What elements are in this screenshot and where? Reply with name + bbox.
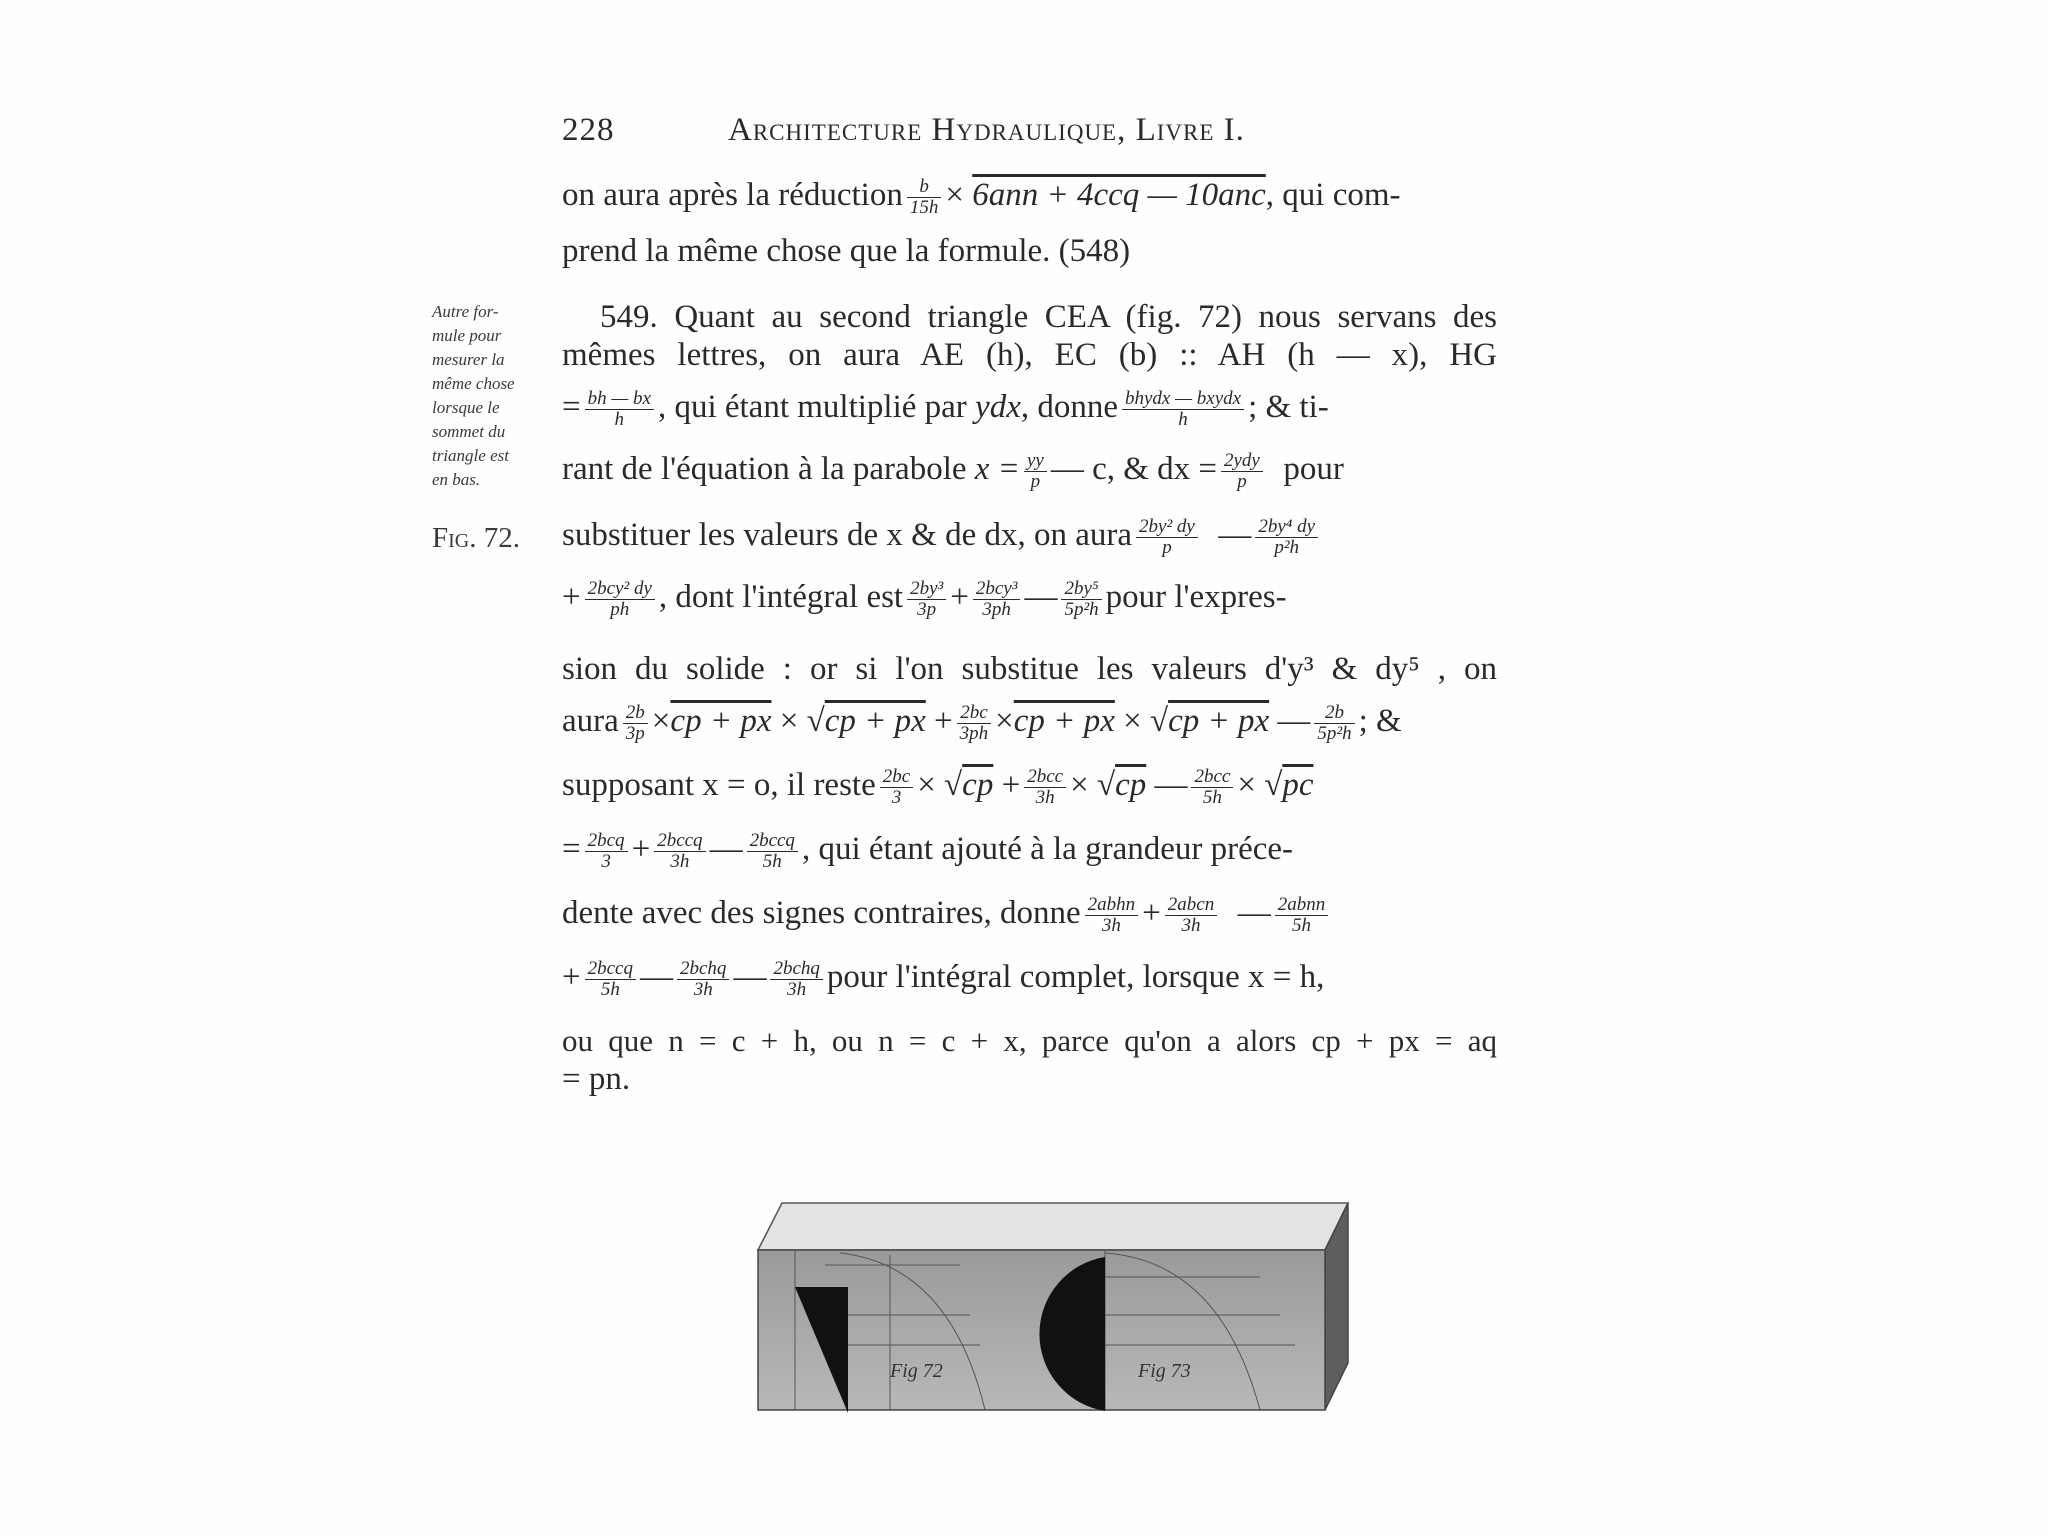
denominator: 3h bbox=[693, 978, 713, 1000]
numerator: 2b bbox=[1314, 703, 1354, 724]
fraction bbox=[1191, 767, 1233, 808]
text-line bbox=[562, 954, 1324, 1000]
text-span: = bbox=[562, 389, 581, 425]
text-span: , donne bbox=[1020, 389, 1118, 425]
numerator: 2bccq bbox=[747, 831, 798, 852]
text-span: pour l'intégral complet, lorsque x = h, bbox=[826, 959, 1325, 995]
fraction bbox=[973, 579, 1021, 620]
fraction bbox=[1061, 579, 1101, 620]
text-span: + bbox=[562, 579, 581, 615]
text-span: — bbox=[733, 959, 767, 995]
fraction bbox=[623, 703, 648, 744]
vinculum-expression: pc bbox=[1282, 767, 1314, 803]
vinculum-expression: cp + px bbox=[1013, 703, 1115, 739]
text-span: = bbox=[562, 831, 581, 867]
vinculum-expression: 6ann + 4ccq — 10anc bbox=[972, 177, 1266, 213]
fraction bbox=[770, 959, 822, 1000]
vinculum-expression: cp bbox=[962, 767, 994, 803]
text-span: × √ bbox=[779, 703, 825, 739]
text-line bbox=[562, 384, 1329, 430]
margin-note-line: mesurer la bbox=[432, 350, 505, 369]
text-span: — bbox=[1237, 895, 1271, 931]
block-top-face bbox=[758, 1203, 1348, 1250]
math-var: x = bbox=[974, 451, 1020, 487]
denominator: 5h bbox=[1291, 914, 1311, 936]
text-span: × bbox=[651, 703, 671, 739]
margin-note-line: Autre for- bbox=[432, 302, 499, 321]
fraction bbox=[1255, 517, 1318, 558]
denominator: 3h bbox=[1035, 786, 1055, 808]
text-span: × √ bbox=[917, 767, 963, 803]
denominator: 3ph bbox=[982, 598, 1011, 620]
text-span: — bbox=[640, 959, 673, 995]
numerator: 2bchq bbox=[770, 959, 822, 980]
text-span: rant de l'équation à la parabole bbox=[562, 451, 967, 487]
margin-note-line: mule pour bbox=[432, 326, 502, 345]
numerator: 2bchq bbox=[677, 959, 729, 980]
text-span: on aura après la réduction bbox=[562, 177, 903, 213]
denominator: p²h bbox=[1274, 536, 1300, 558]
figure-label-73: Fig 73 bbox=[1138, 1360, 1191, 1382]
fraction bbox=[907, 177, 942, 218]
margin-note-line: même chose bbox=[432, 374, 515, 393]
text-span: + bbox=[562, 959, 581, 995]
text-line: sion du solide : or si l'on substitue les valeurs d'y³ & dy⁵ , on bbox=[562, 651, 1497, 687]
denominator: 3p bbox=[917, 598, 937, 620]
text-span: pour bbox=[1283, 451, 1344, 487]
text-span: aura bbox=[562, 703, 619, 739]
denominator: h bbox=[614, 408, 625, 430]
fraction bbox=[1275, 895, 1329, 936]
vinculum-expression: cp + px bbox=[824, 703, 926, 739]
vinculum-expression: cp bbox=[1115, 767, 1147, 803]
margin-note-line: triangle est bbox=[432, 446, 509, 465]
denominator: 3 bbox=[891, 786, 902, 808]
text-span: × √ bbox=[1123, 703, 1169, 739]
fraction bbox=[957, 703, 992, 744]
text-line: prend la même chose que la formule. (548) bbox=[562, 233, 1131, 269]
denominator: 5h bbox=[600, 978, 620, 1000]
text-span: + bbox=[1001, 767, 1021, 803]
fraction bbox=[880, 767, 913, 808]
running-title: Architecture Hydraulique, Livre I. bbox=[728, 112, 1245, 148]
numerator: 2bccq bbox=[585, 959, 636, 980]
numerator: 2bcq bbox=[585, 831, 628, 852]
margin-note-line: en bas. bbox=[432, 470, 481, 489]
denominator: 3p bbox=[625, 722, 645, 744]
denominator: 5p²h bbox=[1064, 598, 1099, 620]
denominator: 5p²h bbox=[1317, 722, 1352, 744]
numerator: bhydx — bxydx bbox=[1122, 389, 1244, 410]
fraction bbox=[747, 831, 798, 872]
text-span: — c, & dx = bbox=[1050, 451, 1217, 487]
fraction bbox=[1136, 517, 1198, 558]
text-span: + bbox=[1142, 895, 1161, 931]
figure-reference: Fig. 72. bbox=[432, 522, 520, 554]
numerator: bh — bx bbox=[585, 389, 654, 410]
numerator: 2bc bbox=[957, 703, 992, 724]
text-span: , qui étant ajouté à la grandeur préce- bbox=[801, 831, 1294, 867]
numerator: 2bcy² dy bbox=[585, 579, 655, 600]
denominator: 5h bbox=[1202, 786, 1222, 808]
numerator: yy bbox=[1024, 451, 1047, 472]
numerator: 2by² dy bbox=[1136, 517, 1198, 538]
text-span: substituer les valeurs de x & de dx, on aura bbox=[562, 517, 1133, 553]
fraction bbox=[585, 579, 655, 620]
numerator: 2ydy bbox=[1221, 451, 1263, 472]
text-span: + bbox=[950, 579, 969, 615]
text-span: , dont l'intégral est bbox=[658, 579, 904, 615]
denominator: p bbox=[1162, 536, 1172, 558]
denominator: h bbox=[1178, 408, 1188, 430]
text-span: — bbox=[709, 831, 743, 867]
text-line bbox=[562, 698, 1402, 744]
figure-label-72: Fig 72 bbox=[890, 1360, 943, 1382]
fraction bbox=[1165, 895, 1217, 936]
text-span: pour l'expres- bbox=[1105, 579, 1287, 615]
fraction bbox=[1085, 895, 1139, 936]
text-span: + bbox=[934, 703, 953, 739]
numerator: 2bc bbox=[880, 767, 913, 788]
text-span: × √ bbox=[1070, 767, 1116, 803]
page-number: 228 bbox=[562, 112, 615, 148]
text-span: + bbox=[631, 831, 651, 867]
fraction bbox=[1314, 703, 1354, 744]
numerator: 2by⁴ dy bbox=[1255, 517, 1318, 538]
fraction bbox=[1122, 389, 1244, 430]
figure-illustration bbox=[740, 1195, 1350, 1417]
text-line: ou que n = c + h, ou n = c + x, parce qu'on a alors cp + px = aq bbox=[562, 1023, 1497, 1058]
fraction bbox=[1221, 451, 1263, 492]
engraved-figure bbox=[740, 1195, 1350, 1417]
text-span: , qui étant multiplié par bbox=[657, 389, 967, 425]
text-span: supposant x = o, il reste bbox=[562, 767, 876, 803]
fraction bbox=[1024, 451, 1047, 492]
text-line bbox=[562, 172, 1401, 218]
denominator: 3 bbox=[601, 850, 611, 872]
text-line bbox=[562, 446, 1344, 492]
text-span: ; & ti- bbox=[1248, 389, 1329, 425]
denominator: 3ph bbox=[959, 722, 989, 744]
math-var: ydx bbox=[975, 389, 1021, 425]
denominator: p bbox=[1030, 470, 1041, 492]
fraction bbox=[1024, 767, 1066, 808]
text-span: ; & bbox=[1358, 703, 1402, 739]
text-line: = pn. bbox=[562, 1061, 631, 1097]
text-line bbox=[562, 890, 1332, 936]
numerator: b bbox=[907, 177, 942, 198]
fraction bbox=[677, 959, 729, 1000]
text-span: × bbox=[995, 703, 1014, 739]
text-line bbox=[562, 826, 1293, 872]
text-span: dente avec des signes contraires, donne bbox=[562, 895, 1081, 931]
numerator: 2bcc bbox=[1191, 767, 1233, 788]
denominator: 3h bbox=[670, 850, 690, 872]
text-line bbox=[562, 512, 1322, 558]
margin-note-line: lorsque le bbox=[432, 398, 500, 417]
text-span: — bbox=[1024, 579, 1058, 615]
numerator: 2by³ bbox=[907, 579, 946, 600]
numerator: 2abcn bbox=[1165, 895, 1217, 916]
numerator: 2b bbox=[623, 703, 648, 724]
fraction bbox=[907, 579, 946, 620]
numerator: 2bccq bbox=[654, 831, 705, 852]
text-span: , qui com- bbox=[1265, 177, 1401, 213]
denominator: 3h bbox=[1181, 914, 1201, 936]
vinculum-expression: cp + px bbox=[1168, 703, 1270, 739]
denominator: 5h bbox=[762, 850, 782, 872]
fraction bbox=[585, 831, 628, 872]
denominator: 15h bbox=[909, 196, 939, 218]
text-line bbox=[562, 574, 1287, 620]
denominator: ph bbox=[610, 598, 630, 620]
text-line: mêmes lettres, on aura AE (h), EC (b) :: AH (h — x), HG bbox=[562, 337, 1497, 373]
fraction bbox=[585, 389, 654, 430]
denominator: 3h bbox=[1101, 914, 1121, 936]
numerator: 2bcy³ bbox=[973, 579, 1021, 600]
text-span: — bbox=[1154, 767, 1188, 803]
numerator: 2by⁵ bbox=[1061, 579, 1101, 600]
numerator: 2abnn bbox=[1275, 895, 1329, 916]
fraction bbox=[654, 831, 705, 872]
text-line: 549. Quant au second triangle CEA (fig. 72) nous servans des bbox=[600, 299, 1497, 335]
numerator: 2bcc bbox=[1024, 767, 1066, 788]
text-line bbox=[562, 762, 1313, 808]
vinculum-expression: cp + px bbox=[670, 703, 772, 739]
text-span: × bbox=[945, 177, 964, 213]
numerator: 2abhn bbox=[1085, 895, 1139, 916]
margin-note bbox=[432, 300, 557, 492]
denominator: p bbox=[1237, 470, 1247, 492]
fraction bbox=[585, 959, 636, 1000]
text-span: — bbox=[1277, 703, 1311, 739]
denominator: 3h bbox=[787, 978, 807, 1000]
text-span: × √ bbox=[1237, 767, 1283, 803]
margin-note-line: sommet du bbox=[432, 422, 506, 441]
text-span: — bbox=[1218, 517, 1252, 553]
